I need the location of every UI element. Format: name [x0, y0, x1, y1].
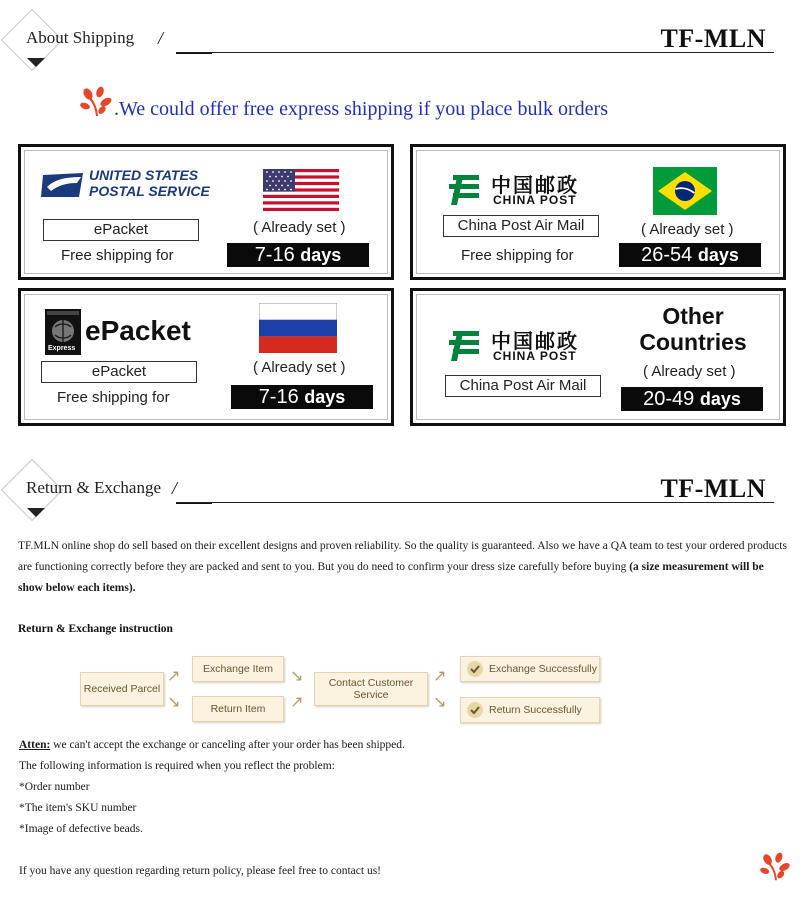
- arrow-down-right-icon: ↘: [433, 692, 447, 711]
- contact-line1: Contact Customer: [328, 677, 414, 689]
- flow-exchange-item: Exchange Item: [192, 656, 284, 682]
- header-slash: /: [172, 478, 178, 498]
- usps-eagle-icon: [41, 171, 85, 199]
- size-measurement-note: (a size measurement will be show below each items).: [18, 561, 764, 594]
- check-icon: [467, 702, 483, 718]
- already-set-label: ( Already set ): [253, 359, 346, 376]
- arrow-up-right-icon: ↗: [290, 692, 304, 711]
- arrow-down-right-icon: ↘: [290, 666, 304, 685]
- delivery-days-range: 26-54: [641, 244, 693, 266]
- arrow-up-right-icon: ↗: [433, 666, 447, 685]
- delivery-days-unit: days: [304, 387, 346, 407]
- already-set-label: ( Already set ): [643, 363, 736, 380]
- brand-logo: TF-MLN: [660, 24, 766, 53]
- shipping-card-usa: [18, 144, 394, 280]
- delivery-days-range: 7-16: [258, 386, 299, 408]
- shipping-card-other: [410, 288, 786, 426]
- arrow-down-right-icon: ↘: [167, 692, 181, 711]
- china-post-icon: [447, 329, 481, 363]
- bulk-order-notice: .We could offer free express shipping if you place bulk orders: [114, 98, 608, 120]
- required-info-note: The following information is required when you reflect the problem:: [19, 760, 335, 772]
- flow-return-item: Return Item: [192, 696, 284, 722]
- delivery-days-unit: days: [697, 245, 739, 265]
- atten-note: [19, 739, 405, 751]
- shipping-method-label: China Post Air Mail: [443, 215, 599, 237]
- delivery-days-unit: days: [300, 245, 342, 265]
- epacket-logo-text: ePacket: [85, 315, 191, 346]
- already-set-label: ( Already set ): [253, 219, 346, 236]
- usa-flag-icon: [263, 169, 339, 211]
- shipping-card-russia: [18, 288, 394, 426]
- delivery-days-badge: [227, 243, 369, 267]
- delivery-days-range: 7-16: [254, 244, 295, 266]
- atten-label: Atten:: [19, 739, 51, 751]
- required-item-order-number: *Order number: [19, 781, 90, 793]
- other-countries-line1: Other: [662, 303, 724, 329]
- russia-flag-icon: [259, 303, 337, 353]
- shipping-section-header: [0, 0, 800, 70]
- shipping-method-label: ePacket: [41, 361, 197, 383]
- flower-icon: [760, 852, 792, 884]
- required-item-image: *Image of defective beads.: [19, 823, 143, 835]
- flow-exchange-success: [460, 656, 600, 682]
- free-shipping-label: Free shipping for: [461, 247, 574, 264]
- flow-received-parcel: Received Parcel: [80, 672, 164, 706]
- other-countries-line2: Countries: [639, 329, 747, 355]
- flower-icon: [80, 86, 114, 120]
- china-post-logo-en: CHINA POST: [493, 349, 577, 363]
- delivery-days-range: 20-49: [643, 388, 695, 410]
- delivery-days-badge: [231, 385, 373, 409]
- atten-text: we can't accept the exchange or canceling after your order has been shipped.: [50, 739, 405, 751]
- contact-line2: Service: [353, 689, 389, 701]
- free-shipping-label: Free shipping for: [61, 247, 174, 264]
- usps-logo-line1: UNITED STATES: [89, 167, 199, 183]
- free-shipping-label: Free shipping for: [57, 389, 170, 406]
- flow-contact-customer-service: [314, 672, 428, 706]
- delivery-days-unit: days: [699, 389, 741, 409]
- header-slash: /: [158, 28, 164, 48]
- china-post-logo-en: CHINA POST: [493, 193, 577, 207]
- exchange-success-label: Exchange Successfully: [489, 663, 597, 675]
- required-item-sku: *The item's SKU number: [19, 802, 137, 814]
- return-policy-paragraph: [18, 536, 788, 599]
- brand-logo: TF-MLN: [660, 474, 766, 503]
- china-post-icon: [447, 173, 481, 207]
- delivery-days-badge: [619, 243, 761, 267]
- china-post-logo-cn: 中国邮政: [491, 173, 579, 197]
- shipping-method-label: China Post Air Mail: [445, 375, 601, 397]
- arrow-up-right-icon: ↗: [167, 666, 181, 685]
- usps-logo-line2: POSTAL SERVICE: [89, 183, 210, 199]
- shipping-card-brazil: [410, 144, 786, 280]
- shipping-section-title: About Shipping: [26, 28, 135, 47]
- return-success-label: Return Successfully: [489, 704, 582, 716]
- epacket-badge-label: Express: [48, 345, 76, 352]
- delivery-days-badge: [621, 387, 763, 411]
- return-policy-text: TF.MLN online shop do sell based on their excellent designs and proven reliability. So the quality is guaranteed. Also we have a QA team to test your ordered products are functioning correctly before they are packed and sent to you. But you do need to confirm your dress size carefully before buying: [18, 540, 787, 573]
- brazil-flag-icon: [653, 167, 717, 215]
- instruction-title: Return & Exchange instruction: [18, 623, 173, 635]
- already-set-label: ( Already set ): [641, 221, 734, 238]
- header-arrow-icon: [27, 58, 45, 67]
- return-section-title: Return & Exchange: [26, 478, 162, 497]
- contact-note: If you have any question regarding return policy, please feel free to contact us!: [19, 865, 381, 877]
- check-icon: [467, 661, 483, 677]
- return-section-header: [0, 450, 800, 520]
- china-post-logo-cn: 中国邮政: [491, 329, 579, 353]
- shipping-method-label: ePacket: [43, 219, 199, 241]
- flow-return-success: [460, 697, 600, 723]
- header-arrow-icon: [27, 508, 45, 517]
